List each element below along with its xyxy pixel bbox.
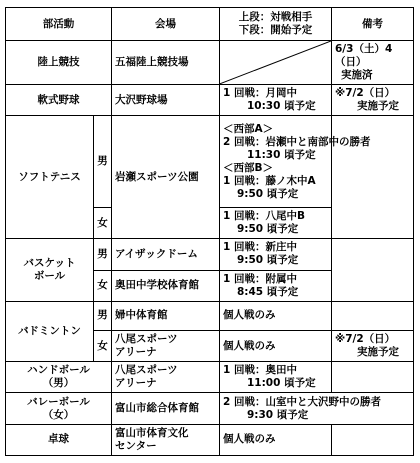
match-basketball-female [220,270,332,301]
club-volleyball-line2: （女） [42,408,75,421]
note-badminton-female [332,330,414,361]
note-athletics [332,41,414,85]
club-badminton: バドミントン [6,301,94,361]
gender-badminton-female: 女 [94,330,112,361]
venue-baseball: 大沢野球場 [112,85,220,116]
match-tennis-male-line5: 1 回戦：藤ノ木中A [223,174,316,187]
club-basketball [6,239,94,302]
club-handball-line2: （男） [42,377,75,390]
match-tennis-male-line6: 9:50 頃予定 [237,187,299,200]
header-match [220,8,332,41]
club-baseball: 軟式野球 [6,85,112,116]
match-tennis-male-line2: 2 回戦：岩瀬中と南部中の勝者 [223,135,371,148]
club-soft-tennis: ソフトテニス [6,116,94,239]
table-row-table-tennis [6,424,414,455]
match-volleyball-line2: 9:30 頃予定 [247,408,309,421]
header-club: 部活動 [6,8,112,41]
match-basketball-female-line1: 1 回戦：附属中 [223,272,297,285]
gender-tennis-female: 女 [94,208,112,239]
club-table-tennis: 卓球 [6,424,112,455]
match-basketball-male [220,239,332,270]
header-row [6,8,414,41]
venue-basketball-male: アイザックドーム [112,239,220,270]
table-row-tennis-male [6,116,414,208]
note-athletics-line2: 実施済 [341,69,373,82]
note-soft-tennis [332,116,414,239]
match-tennis-male-line3: 11:30 頃予定 [247,148,316,161]
venue-table-tennis [112,424,220,455]
gender-badminton-male: 男 [94,301,112,330]
note-baseball-line1: ※7/2（日） [335,87,396,100]
club-volleyball-line1: バレーボール [27,395,90,408]
match-volleyball [220,393,414,424]
club-handball [6,362,112,393]
note-badminton-female-line1: ※7/2（日） [335,333,396,346]
match-tennis-female [220,208,332,239]
match-badminton-male: 個人戦のみ [220,301,332,330]
match-tennis-female-line1: 1 回戦：八尾中B [223,210,305,223]
header-venue: 会場 [112,8,220,41]
club-volleyball [6,393,112,424]
match-tennis-male-line1: ＜西部A＞ [223,122,274,135]
club-basketball-line2: ボール [33,270,66,282]
venue-badminton-male: 婦中体育館 [112,301,220,330]
diagonal-line [220,41,331,84]
table-row-basketball-male [6,239,414,270]
table-row-volleyball [6,393,414,424]
match-athletics-empty [220,41,332,85]
match-basketball-male-line2: 9:50 頃予定 [237,254,299,267]
venue-handball [112,362,220,393]
match-handball-line1: 1 回戦：奥田中 [223,364,297,377]
venue-badminton-female [112,330,220,361]
match-baseball-line1: 1 回戦：月岡中 [223,87,297,100]
note-basketball [332,239,414,302]
match-tennis-male-line4: ＜西部B＞ [223,161,274,174]
header-match-line2: 下段：開始予定 [238,24,313,37]
match-baseball-line2: 10:30 頃予定 [247,100,316,113]
table-row-baseball [6,85,414,116]
note-baseball [332,85,414,116]
gender-basketball-female: 女 [94,270,112,301]
match-handball [220,362,332,393]
match-badminton-female: 個人戦のみ [220,330,332,361]
match-handball-line2: 11:00 頃予定 [247,377,316,390]
gender-tennis-male: 男 [94,116,112,208]
header-match-line1: 上段：対戦相手 [238,11,313,24]
match-baseball [220,85,332,116]
match-tennis-male [220,116,371,208]
venue-volleyball: 富山市総合体育館 [112,393,220,424]
note-handball [332,362,414,393]
venue-basketball-female: 奥田中学校体育館 [112,270,220,301]
table-row-badminton-male [6,301,414,330]
club-athletics: 陸上競技 [6,41,112,85]
match-basketball-female-line2: 8:45 頃予定 [237,285,299,298]
club-handball-line1: ハンドボール [27,364,90,377]
venue-badminton-female-line2: アリーナ [115,346,157,359]
match-basketball-male-line1: 1 回戦：新庄中 [223,241,297,254]
match-tennis-female-line2: 9:50 頃予定 [237,223,299,236]
note-table-tennis [332,424,414,455]
note-badminton-female-line2: 実施予定 [357,346,399,359]
note-athletics-line1: 6/3（土）4（日） [335,43,393,69]
header-notes: 備考 [332,8,414,41]
schedule-table [5,7,414,456]
match-volleyball-line1: 2 回戦：山室中と大沢野中の勝者 [223,395,381,408]
venue-soft-tennis: 岩瀬スポーツ公園 [112,116,220,239]
venue-table-tennis-line2: センター [115,439,157,452]
venue-athletics: 五福陸上競技場 [112,41,220,85]
note-baseball-line2: 実施予定 [357,100,399,113]
table-row-handball [6,362,414,393]
venue-handball-line2: アリーナ [115,377,157,390]
club-basketball-line1: バスケット [23,257,76,269]
match-table-tennis: 個人戦のみ [220,424,332,455]
note-badminton-male [332,301,414,330]
gender-basketball-male: 男 [94,239,112,270]
venue-badminton-female-line1: 八尾スポーツ [115,333,178,346]
venue-handball-line1: 八尾スポーツ [115,364,178,377]
venue-table-tennis-line1: 富山市体育文化 [115,426,189,439]
table-row-athletics [6,41,414,85]
